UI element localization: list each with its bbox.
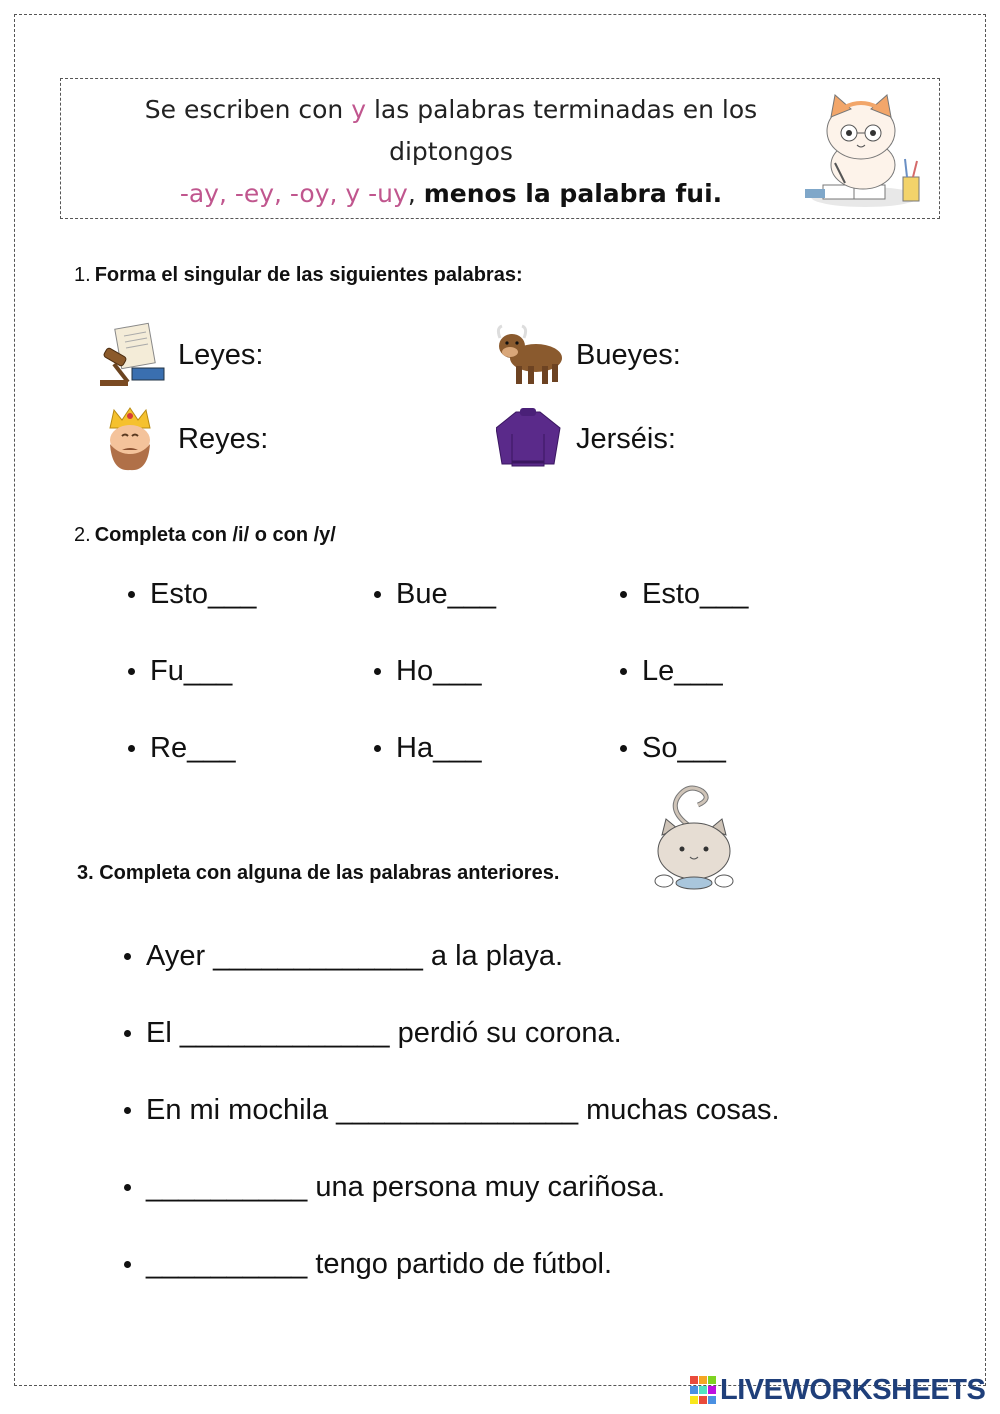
bullet	[124, 1107, 131, 1114]
sweater-icon	[496, 406, 566, 472]
liveworksheets-logo-text: LIVEWORKSHEETS	[720, 1373, 986, 1406]
law-gavel-icon	[98, 322, 168, 388]
section3-sentence: __________ tengo partido de fútbol.	[146, 1248, 613, 1280]
section2-title-text: Completa con /i/ o con /y/	[94, 524, 336, 546]
section2-word: Ha___	[396, 732, 482, 764]
king-icon	[98, 406, 168, 472]
rule-box	[60, 78, 940, 219]
section2-item	[374, 732, 481, 765]
section1-item-reyes	[98, 406, 268, 472]
section2-word: Fu___	[150, 655, 233, 687]
section3-item	[124, 940, 563, 973]
liveworksheets-logo-icon	[690, 1376, 716, 1404]
section2-word: Ho___	[396, 655, 482, 687]
liveworksheets-logo[interactable]	[690, 1374, 990, 1406]
section2-item	[128, 578, 256, 611]
bullet	[374, 745, 381, 752]
bullet	[620, 745, 627, 752]
bullet	[374, 668, 381, 675]
section2-word: Le___	[642, 655, 723, 687]
rule-diphthong-endings: -ay, -ey, -oy, y -uy	[179, 179, 408, 208]
section3-sentence: El _____________ perdió su corona.	[146, 1017, 622, 1049]
rule-text-part: Se escriben con	[144, 95, 352, 124]
section1-item-leyes	[98, 322, 263, 388]
bullet	[124, 1030, 131, 1037]
bullet	[124, 1184, 131, 1191]
section2-item	[374, 655, 481, 688]
bullet	[128, 591, 135, 598]
bullet	[620, 591, 627, 598]
section2-word: Re___	[150, 732, 236, 764]
rule-text-part: ,	[407, 179, 424, 208]
cat-with-bowl-icon	[648, 783, 740, 895]
section3-sentence: __________ una persona muy cariñosa.	[146, 1171, 666, 1203]
section1-item-bueyes	[496, 322, 681, 388]
section1-label: Jerséis:	[576, 422, 676, 455]
section2-item	[620, 578, 748, 611]
section2-word: Esto___	[642, 578, 749, 610]
section3-item	[124, 1017, 622, 1050]
section1-label: Bueyes:	[576, 338, 681, 371]
bullet	[124, 1261, 131, 1268]
bullet	[128, 745, 135, 752]
section1-label: Reyes:	[178, 422, 269, 455]
ox-icon	[496, 322, 566, 388]
rule-highlight-y: y	[351, 95, 367, 124]
section2-item	[620, 732, 726, 765]
section3-title-text: 3. Completa con alguna de las palabras anteriores.	[77, 862, 560, 884]
section3-title	[77, 862, 559, 885]
section2-title	[74, 524, 336, 547]
section2-word: Esto___	[150, 578, 257, 610]
bullet	[374, 591, 381, 598]
section2-item	[128, 655, 232, 688]
section3-item	[124, 1248, 612, 1281]
section1-title	[74, 264, 523, 287]
bullet	[124, 953, 131, 960]
section1-number: 1.	[74, 264, 91, 286]
section2-word: Bue___	[396, 578, 496, 610]
section3-item	[124, 1094, 780, 1127]
section1-label: Leyes:	[178, 338, 264, 371]
section3-sentence: En mi mochila _______________ muchas cosas.	[146, 1094, 780, 1126]
section2-item	[620, 655, 723, 688]
bullet	[620, 668, 627, 675]
section3-sentence: Ayer _____________ a la playa.	[146, 940, 564, 972]
section3-item	[124, 1171, 665, 1204]
section2-item	[128, 732, 235, 765]
rule-text-part: las palabras terminadas en los diptongos	[366, 95, 758, 166]
rule-exception: menos la palabra fui.	[423, 179, 723, 208]
bullet	[128, 668, 135, 675]
rule-text	[101, 89, 801, 215]
section1-item-jerseis	[496, 406, 676, 472]
section2-word: So___	[642, 732, 726, 764]
studying-cat-icon	[805, 93, 925, 211]
section2-number: 2.	[74, 524, 91, 546]
section1-title-text: Forma el singular de las siguientes palabras:	[94, 264, 523, 286]
section2-item	[374, 578, 496, 611]
